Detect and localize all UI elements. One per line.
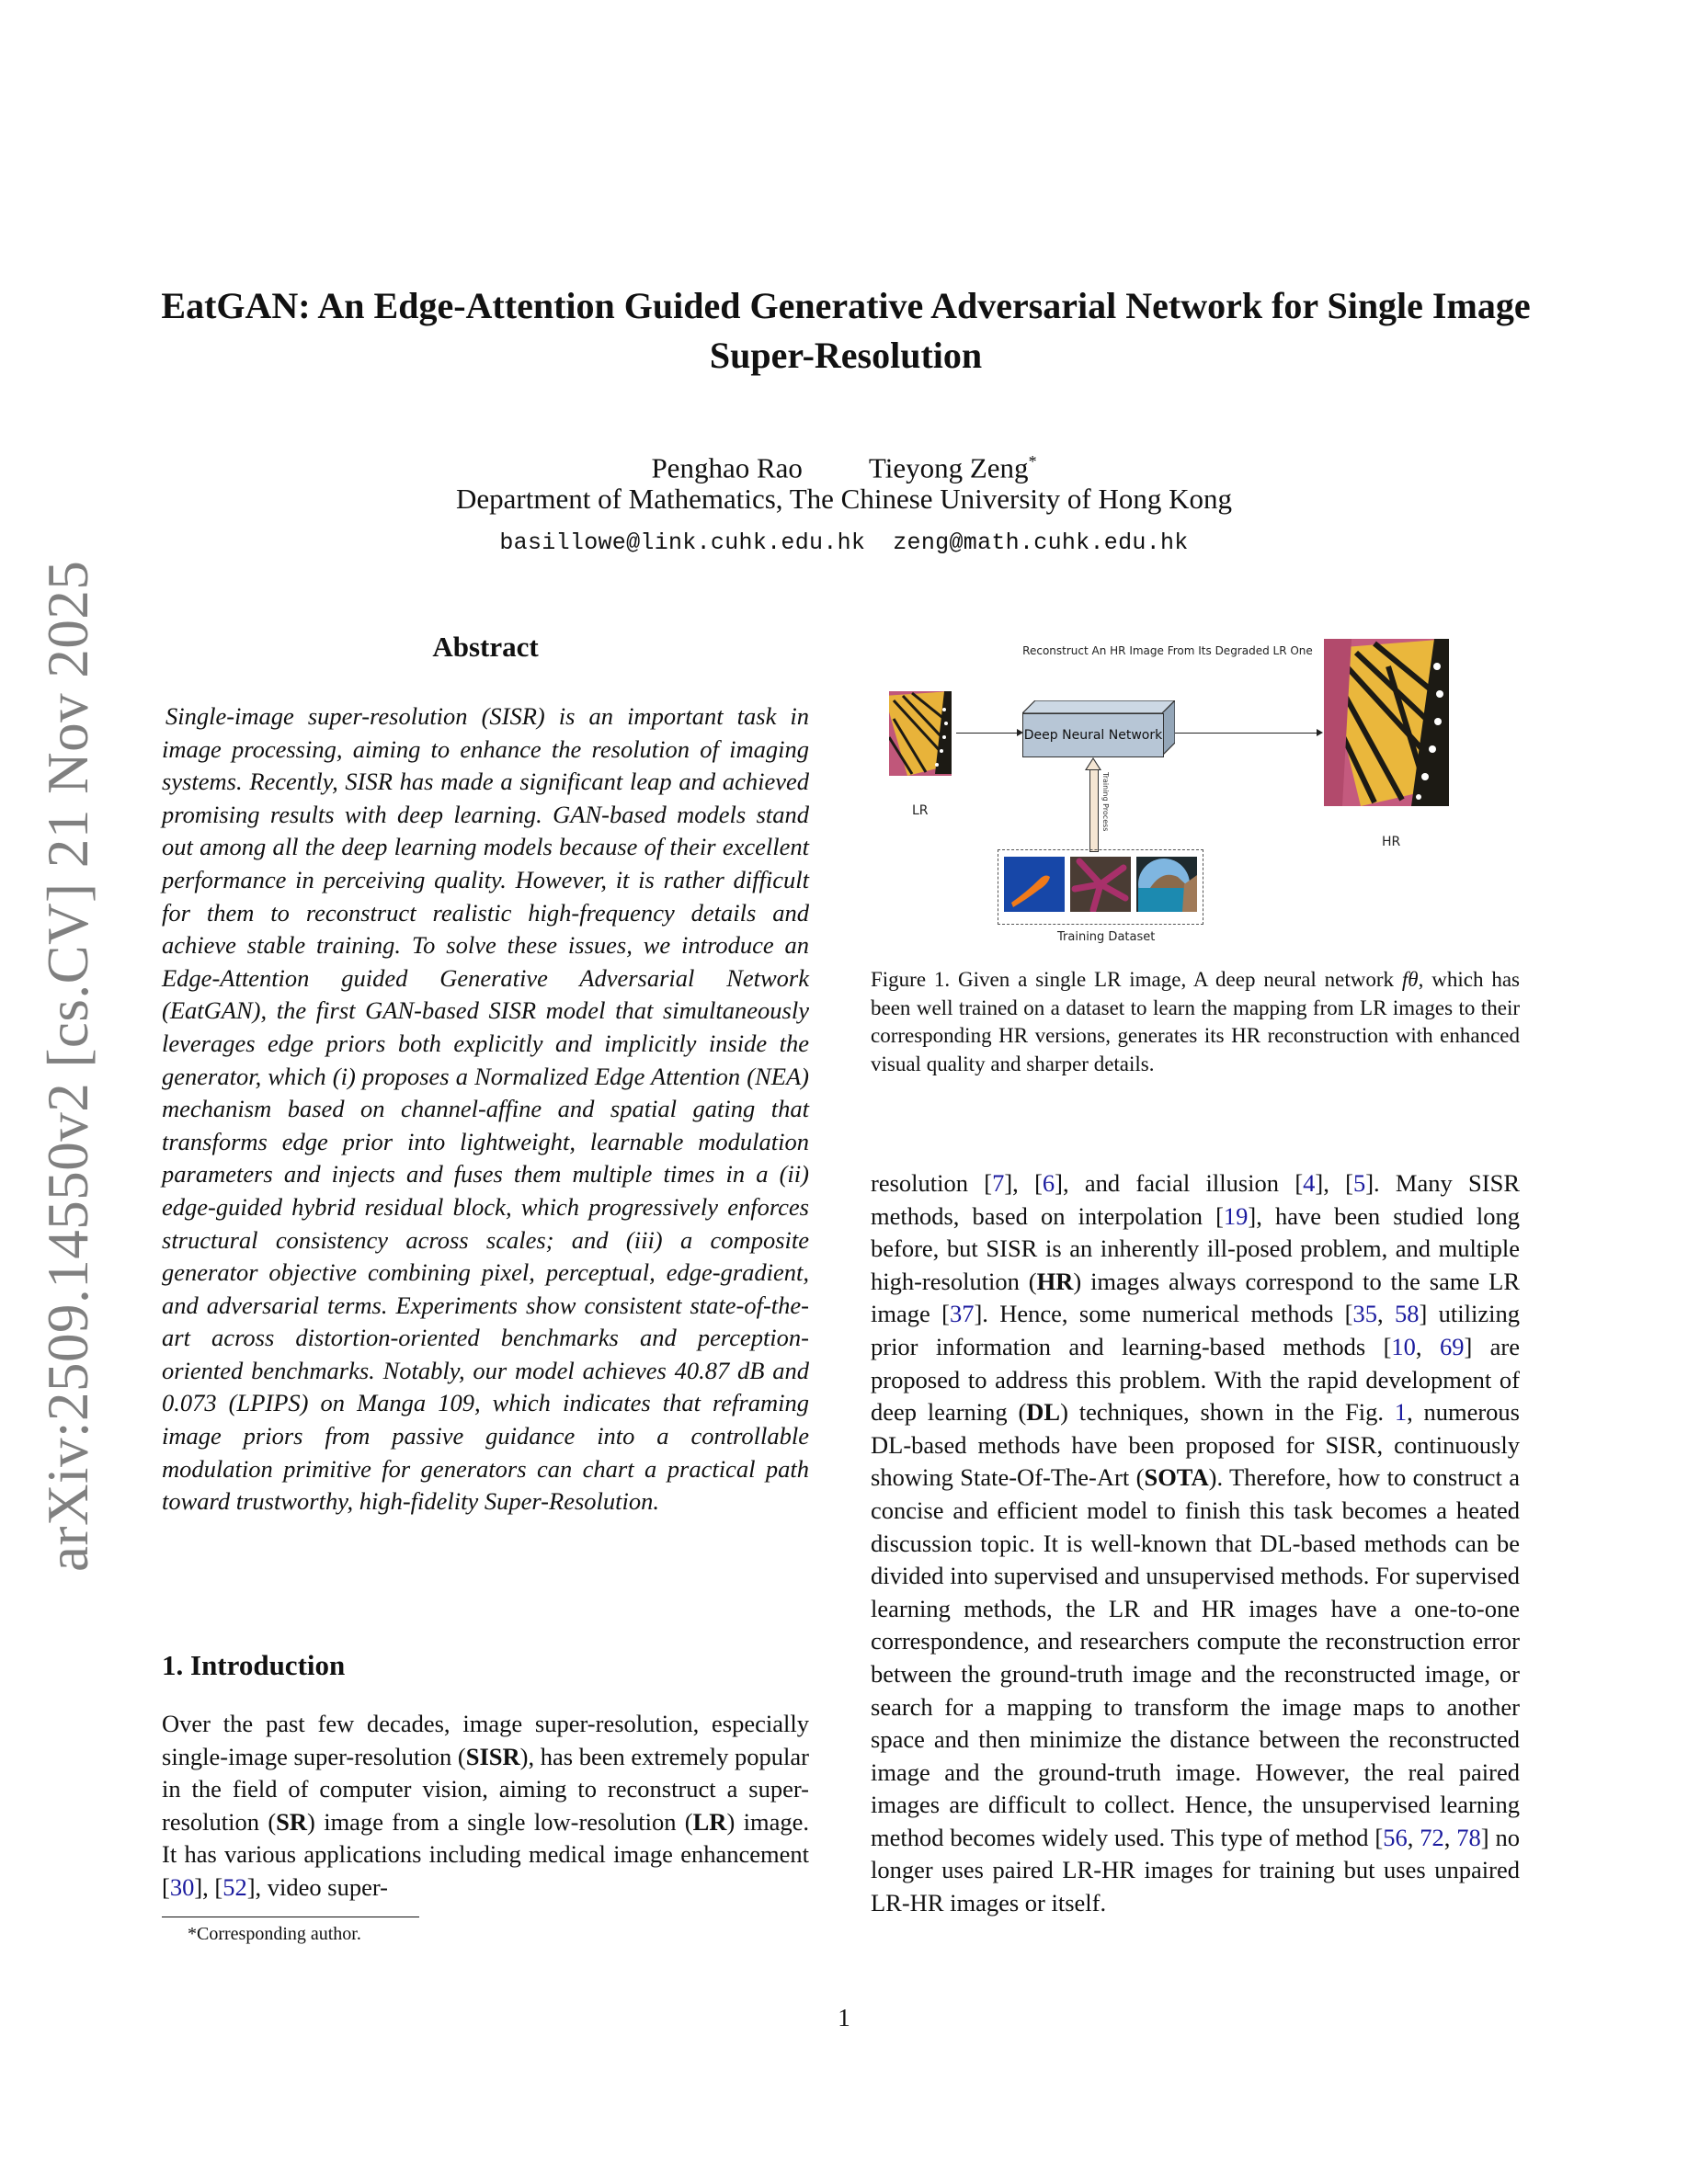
training-process-label: Training Process (1101, 772, 1110, 832)
author-name: Tieyong Zeng (868, 451, 1029, 484)
citation-link[interactable]: 5 (1352, 1169, 1366, 1197)
training-arrow-head-icon (1085, 757, 1101, 770)
footnote: *Corresponding author. (188, 1924, 361, 1944)
author-list (0, 445, 1688, 484)
figure-caption: Figure 1. Given a single LR image, A deep neural network fθ, which has been well trained on a dataset to learn the mapping from LR images to their corresponding HR versions, generates its HR reconstruction with enhanced visual quality and sharper details. (871, 968, 1520, 1075)
citation-link[interactable]: 30 (169, 1872, 195, 1901)
training-process-arrow (1089, 769, 1099, 852)
citation-link[interactable]: 19 (1223, 1201, 1249, 1230)
dataset-image-starfish (1070, 857, 1131, 912)
input-arrow (956, 733, 1017, 734)
figure-reference-link[interactable]: 1 (1394, 1398, 1408, 1427)
intro-paragraph: Over the past few decades, image super-resolution, especially single-image super-resolution (SISR), has been extremely popular in the field of computer vision, aiming to reconstruct a super-resolution (SR) image from a single low-resolution (LR) image. It has various applications including medical image enhancement [30], [52], video super- (162, 1710, 809, 1901)
citation-link[interactable]: 35 (1352, 1300, 1377, 1328)
email-link[interactable]: zeng@math.cuhk.edu.hk (893, 529, 1189, 556)
citation-link[interactable]: 10 (1391, 1332, 1416, 1360)
deep-neural-network-box: Deep Neural Network (1022, 713, 1164, 757)
citation-link[interactable]: 7 (992, 1169, 1005, 1197)
arrow-head-icon (1317, 729, 1323, 736)
citation-link[interactable]: 56 (1383, 1823, 1408, 1851)
abstract-text: Single-image super-resolution (SISR) is an important task in image processing, aiming to enhance the resolution of imaging systems. Recently, SISR has made a significant leap and achieved promising results with deep learning. GAN-based models stand out among all the deep learning models because of their excellent performance in perceiving quality. However, it is rather difficult for them to reconstruct realistic high-frequency details and achieve stable training. To solve these issues, we introduce an Edge-Attention guided Generative Adversarial Network (EatGAN), the first GAN-based SISR model that simultaneously leverages edge priors both explicitly and implicitly inside the generator, which (i) proposes a Normalized Edge Attention (NEA) mechanism based on channel-affine and spatial gating that transforms edge prior into lightweight, learnable modulation parameters and injects and fuses them multiple times in a (ii) edge-guided hybrid residual block, which progressively enforces structural consistency across scales; and (iii) a composite generator objective combining pixel, perceptual, edge-gradient, and adversarial terms. Experiments show consistent state-of-the-art across distortion-oriented benchmarks and perception-oriented benchmarks. Notably, our model achieves 40.87 dB and 0.073 (LPIPS) on Manga 109, which indicates that reframing image priors from passive guidance into a controllable modulation primitive for generators can chart a practical path toward trustworthy, high-fidelity Super-Resolution. (162, 702, 809, 1516)
lr-label: LR (912, 803, 929, 818)
hr-butterfly-image (1324, 639, 1449, 806)
lr-butterfly-image (889, 691, 952, 776)
citation-link[interactable]: 72 (1420, 1823, 1444, 1851)
network-box-side (1162, 700, 1175, 756)
citation-link[interactable]: 52 (222, 1872, 247, 1901)
math-f-theta: fθ (1401, 968, 1419, 991)
citation-link[interactable]: 58 (1394, 1300, 1420, 1328)
email-link[interactable]: basillowe@link.cuhk.edu.hk (499, 529, 866, 556)
section-heading: 1. Introduction (162, 1649, 346, 1681)
citation-link[interactable]: 4 (1303, 1169, 1316, 1197)
corresponding-mark: * (1028, 452, 1037, 471)
dataset-image-coast (1136, 857, 1197, 912)
citation-link[interactable]: 37 (949, 1300, 975, 1328)
training-dataset-label: Training Dataset (1057, 930, 1156, 944)
citation-link[interactable]: 78 (1456, 1823, 1481, 1851)
citation-link[interactable]: 6 (1042, 1169, 1055, 1197)
arxiv-stamp: arXiv:2509.14550v2 [cs.CV] 21 Nov 2025 (36, 560, 100, 1572)
dataset-image-jellyfish (1004, 857, 1065, 912)
author-name: Penghao Rao (651, 451, 803, 484)
training-dataset-box (998, 849, 1203, 925)
citation-link[interactable]: 69 (1439, 1332, 1465, 1360)
figure-top-text: Reconstruct An HR Image From Its Degraded LR One (1022, 644, 1313, 657)
affiliation: Department of Mathematics, The Chinese University of Hong Kong (456, 483, 1232, 515)
page-number: 1 (838, 2004, 850, 2031)
figure-1-diagram (883, 634, 1508, 947)
abstract-heading: Abstract (432, 631, 539, 663)
intro-paragraph-continued: resolution [7], [6], and facial illusion [4], [5]. Many SISR methods, based on interpolation [19], have been studied long before, but SISR is an inherently ill-posed problem, and multiple high-resolution (HR) images always correspond to the same LR image [37]. Hence, some numerical methods [35, 58] utilizing prior information and learning-based methods [10, 69] are proposed to address this problem. With the rapid development of deep learning (DL) techniques, shown in the Fig. 1, numerous DL-based methods have been proposed for SISR, continuously showing State-Of-The-Art (SOTA). Therefore, how to construct a concise and efficient model to finish this task becomes a heated discussion topic. It is well-known that DL-based methods can be divided into supervised and unsupervised methods. For supervised learning methods, the LR and HR images have a one-to-one correspondence, and researchers compute the reconstruction error between the ground-truth image and the reconstructed image, or search for a mapping to transform the image maps to another space and then minimize the distance between the reconstructed image and the ground-truth image. However, the real paired images are difficult to collect. Hence, the unsupervised learning method becomes widely used. This type of method [56, 72, 78] no longer uses paired LR-HR images for training but uses unpaired LR-HR images or itself. (871, 1169, 1521, 1917)
output-arrow (1175, 733, 1317, 734)
author-emails (0, 529, 1688, 556)
network-box-top (1022, 700, 1175, 713)
hr-label: HR (1382, 835, 1401, 849)
paper-title: EatGAN: An Edge-Attention Guided Generative Adversarial Network for Single Image Super-Resolution (161, 285, 1531, 376)
